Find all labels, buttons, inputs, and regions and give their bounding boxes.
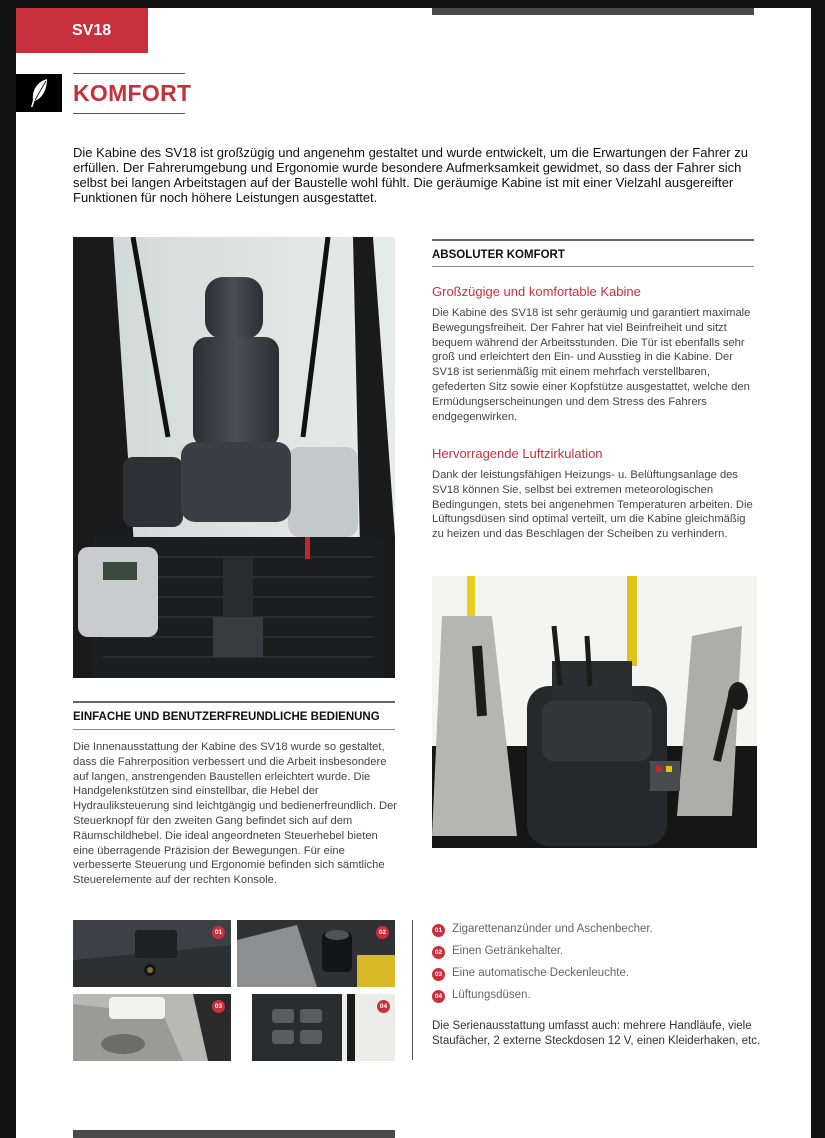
thumb-lighter bbox=[73, 920, 231, 987]
feature-badge: 02 bbox=[432, 946, 445, 959]
thumb-badge: 01 bbox=[212, 926, 225, 939]
feature-item bbox=[432, 944, 762, 966]
operation-heading: EINFACHE UND BENUTZERFREUNDLICHE BEDIENUNG bbox=[73, 711, 380, 723]
thumb-badge: 04 bbox=[377, 1000, 390, 1013]
model-name: SV18 bbox=[72, 22, 112, 39]
intro-paragraph: Die Kabine des SV18 ist großzügig und angenehm gestaltet und wurde entwickelt, um die Erwartungen der Fahrer zu erfüllen. Der Fahrerumgebung und Ergonomie wurde besondere Aufmerksamkeit gewidmet, so dass der Fahrer sich selbst bei langen Arbeitstagen auf der Baustelle wohl fühlt. Die geräumige Kabine ist mit einer Vielzahl ausgereifter Funktionen für noch höhere Leistungen ausgestattet. bbox=[73, 145, 748, 205]
thumb-badge: 03 bbox=[212, 1000, 225, 1013]
feature-label: Lüftungsdüsen. bbox=[452, 989, 531, 1001]
bottom-accent-bar bbox=[73, 1130, 395, 1138]
top-accent-bar bbox=[432, 8, 754, 15]
thumb-cupholder bbox=[237, 920, 395, 987]
air-text: Dank der leistungsfähigen Heizungs- u. Belüftungsanlage des SV18 können Sie, selbst bei extremen meteorologischen Bedingungen, stets bei angenehmen Temperaturen arbeiten. Die Lüftungsdüsen sind optimal verteilt, um die Kabine gleichmäßig zu heizen und das Beschlagen der Scheiben zu verhindern. bbox=[432, 469, 753, 541]
column-divider bbox=[412, 920, 413, 1060]
operation-rule-top bbox=[73, 701, 395, 703]
controls-photo bbox=[432, 576, 757, 848]
feature-badge: 04 bbox=[432, 990, 445, 1003]
feature-label: Zigarettenanzünder und Aschenbecher. bbox=[452, 923, 653, 935]
feature-badge: 01 bbox=[432, 924, 445, 937]
operation-text: Die Innenausstattung der Kabine des SV18 wurde so gestaltet, dass die Fahrerposition verbessert und die Arbeit insbesondere auf langen, anstrengenden Baustellen erleichtert wurde. Die Handgelenkstützen sind einstellbar, die Hebel der Hydrauliksteuerung sind leichtgängig und bedienerfreundlich. Der Steuerknopf für den zweiten Gang befindet sich auf dem Räumschildhebel. Die ideal angeordneten Steuerhebel bieten eine überragende Präzision der Bewegungen. Für eine verbesserte Steuerung und Ergonomie befinden sich sämtliche Steuerelemente auf der rechten Konsole. bbox=[73, 741, 398, 887]
comfort-rule-top bbox=[432, 239, 754, 241]
model-tag bbox=[16, 8, 148, 53]
feature-label: Einen Getränkehalter. bbox=[452, 945, 564, 957]
standard-equipment-text: Die Serienausstattung umfasst auch: mehrere Handläufe, viele Staufächer, 2 externe Steckdosen 12 V, einen Kleiderhaken, etc. bbox=[432, 1020, 761, 1047]
thumb-vents bbox=[252, 994, 395, 1061]
comfort-heading: ABSOLUTER KOMFORT bbox=[432, 249, 565, 261]
title-rule-top bbox=[73, 73, 185, 74]
feature-item bbox=[432, 966, 762, 988]
page-title: KOMFORT bbox=[73, 80, 192, 106]
feature-label: Eine automatische Deckenleuchte. bbox=[452, 967, 630, 979]
comfort-rule-bottom bbox=[432, 266, 754, 267]
brochure-page bbox=[16, 8, 811, 1138]
air-subheading: Hervorragende Luftzirkulation bbox=[432, 446, 603, 461]
seat-photo bbox=[73, 237, 395, 678]
thumb-ceiling-light bbox=[73, 994, 231, 1061]
title-rule-bottom bbox=[73, 113, 185, 114]
feature-list bbox=[432, 922, 762, 1010]
cabin-subheading: Großzügige und komfortable Kabine bbox=[432, 284, 641, 299]
feature-badge: 03 bbox=[432, 968, 445, 981]
thumb-badge: 02 bbox=[376, 926, 389, 939]
feather-icon-box bbox=[16, 74, 62, 112]
cabin-text: Die Kabine des SV18 ist sehr geräumig und garantiert maximale Bewegungsfreiheit. Der Fahrer hat viel Beinfreiheit und sitzt bequem während der Arbeitsstunden. Die Tür ist ebenfalls sehr groß und erleichtert den Ein- und Ausstieg in die Kabine. Der SV18 ist serienmäßig mit einem mehrfach verstellbaren, gefederten Sitz sowie einer Kopfstütze ausgestattet, welche den Ermüdungserscheinungen und dem Stress des Fahrers endgegenwirken. bbox=[432, 307, 751, 423]
feature-item bbox=[432, 922, 762, 944]
feature-item bbox=[432, 988, 762, 1010]
operation-rule-bottom bbox=[73, 729, 395, 730]
feather-icon bbox=[27, 78, 51, 108]
